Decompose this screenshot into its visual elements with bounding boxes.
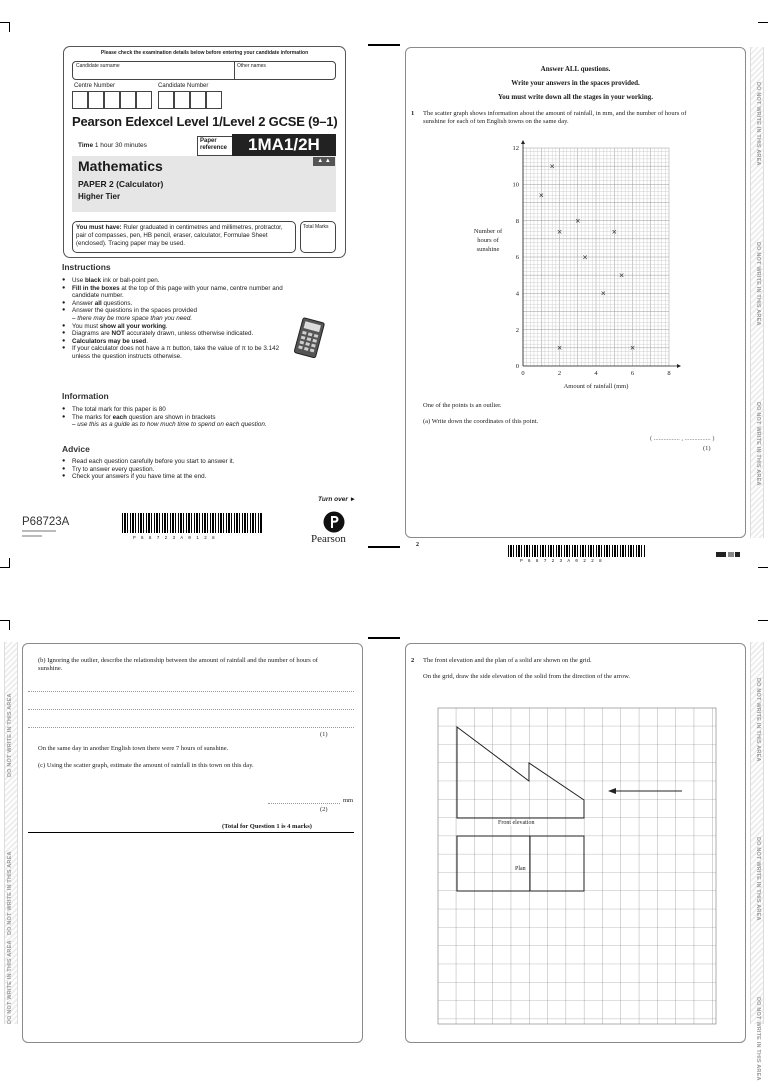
margin-warning: DO NOT WRITE IN THIS AREA <box>755 678 761 762</box>
page-3-frame <box>22 643 363 1043</box>
header-line: You must write down all the stages in your working. <box>497 93 654 101</box>
instruction-item: ● Fill in the boxes at the top of this page with your name, centre number and candidate number. <box>62 285 294 300</box>
instruction-sub: – there may be more space than you need. <box>72 314 193 322</box>
check-note: Please check the examination details below before entering your candidate information <box>100 50 309 56</box>
margin-warning: DO NOT WRITE IN THIS AREA <box>7 940 13 1024</box>
advice-item: ● Try to answer every question. <box>62 466 302 474</box>
data-point: × <box>549 162 556 171</box>
mark-a: (1) <box>703 445 711 452</box>
must-have-text: Ruler graduated in centimetres and millimetres, protractor, pair of compasses, pen, HB pencil, eraser, calculator, Formulae Sheet (enclosed). Tracing paper may be used. <box>76 224 283 247</box>
instruction-item: ● Use black ink or ball-point pen. <box>62 277 294 285</box>
scatter-graph <box>505 140 690 390</box>
cover-barcode <box>122 513 262 533</box>
margin-warning: DO NOT WRITE IN THIS AREA <box>755 997 761 1081</box>
advice-item: ● Read each question carefully before you start to answer it. <box>62 458 302 466</box>
x-tick-label: 6 <box>630 370 635 377</box>
data-point: × <box>629 344 636 353</box>
unit-label: mm <box>343 797 354 804</box>
question-text: The scatter graph shows information about the amount of rainfall, in mm, and the number of hours of sunshine for each of ten English towns on the same day. <box>423 110 687 125</box>
advice-title: Advice <box>62 444 90 454</box>
y-tick-label: 10 <box>512 181 519 189</box>
question-number: 2 <box>411 657 415 664</box>
gutter-rule <box>368 637 400 639</box>
plan-label: Plan <box>515 866 526 872</box>
mark-c: (2) <box>320 806 328 813</box>
data-point: × <box>574 217 581 226</box>
paper-reference: 1MA1/2H <box>232 134 336 156</box>
data-point: × <box>611 227 618 236</box>
instruction-item: ● You must show all your working. <box>62 323 294 331</box>
y-tick-label: 4 <box>515 290 519 298</box>
page-2-barcode-digits: P68723A0228 <box>520 559 607 564</box>
total-marks-box <box>300 221 336 253</box>
centre-digit-box[interactable] <box>136 91 152 109</box>
x-axis-label: Amount of rainfall (mm) <box>563 383 629 390</box>
instruction-text: Answer the questions in the spaces provided <box>72 307 197 315</box>
answer-brackets[interactable]: ( ................ , ................ ) <box>650 435 715 442</box>
crop-mark <box>9 558 10 568</box>
candidate-surname-label: Candidate surname <box>76 63 120 69</box>
qualification-title: Pearson Edexcel Level 1/Level 2 GCSE (9–1) <box>72 114 338 129</box>
time-value: 1 hour 30 minutes <box>94 142 147 149</box>
answer-line[interactable] <box>268 803 340 804</box>
calculator-icon <box>292 318 328 360</box>
data-point: × <box>538 191 545 200</box>
y-tick-label: 8 <box>515 217 519 225</box>
y-tick-label: 2 <box>515 326 519 334</box>
candidate-digit-box[interactable] <box>206 91 222 109</box>
candidate-digit-box[interactable] <box>190 91 206 109</box>
time-line <box>78 142 147 149</box>
centre-digit-box[interactable] <box>88 91 104 109</box>
question-total: (Total for Question 1 is 4 marks) <box>222 823 312 830</box>
subject-title: Mathematics <box>78 158 163 174</box>
must-have-box <box>72 221 296 253</box>
instruction-item: ● If your calculator does not have a π button, take the value of π to be 3.142 unless the question instructs otherwise. <box>62 345 294 360</box>
x-tick-label: 4 <box>594 370 598 377</box>
margin-warning: DO NOT WRITE IN THIS AREA <box>755 82 761 166</box>
tier-title: Higher Tier <box>78 192 121 201</box>
margin-warning: DO NOT WRITE IN THIS AREA <box>7 851 13 935</box>
instructions-title: Instructions <box>62 262 111 272</box>
data-point: × <box>556 227 563 236</box>
advice-list <box>62 458 302 481</box>
instruction-item: ● Calculators may be used. <box>62 338 294 346</box>
instructions-list <box>62 277 294 361</box>
data-point: × <box>582 253 588 262</box>
crop-mark <box>758 620 768 621</box>
information-item: ● The marks for each question are shown in brackets – use this as a guide as to how much time to spend on each question. <box>62 414 302 429</box>
pearson-logo-icon <box>323 511 345 533</box>
data-point: × <box>556 344 563 353</box>
centre-digit-box[interactable] <box>120 91 136 109</box>
crop-mark <box>9 620 10 630</box>
crop-mark <box>9 22 10 32</box>
data-point: × <box>600 289 607 298</box>
front-elevation-label: Front elevation <box>498 820 535 826</box>
paper-code: P68723A <box>22 516 70 528</box>
instruction-item: ● Diagrams are NOT accurately drawn, unless otherwise indicated. <box>62 330 294 338</box>
answer-line[interactable] <box>28 727 354 728</box>
margin-warning: DO NOT WRITE IN THIS AREA <box>7 693 13 777</box>
total-marks-label: Total Marks <box>303 224 329 230</box>
exam-header <box>405 62 746 104</box>
y-tick-label: 6 <box>515 254 519 262</box>
information-title: Information <box>62 391 109 401</box>
outlier-text: One of the points is an outlier. <box>423 402 502 409</box>
information-list <box>62 406 302 429</box>
data-point: × <box>618 271 625 280</box>
candidate-digit-box[interactable] <box>174 91 190 109</box>
crop-mark <box>758 567 768 568</box>
part-b-text: (b) Ignoring the outlier, describe the relationship between the amount of rainfall and the number of hours of sunshine. <box>38 657 318 672</box>
y-axis-arrow <box>521 140 525 144</box>
total-rule <box>28 832 354 833</box>
gutter-rule <box>368 546 400 548</box>
paper-title: PAPER 2 (Calculator) <box>78 179 164 189</box>
q2-instruction: On the grid, draw the side elevation of the solid from the direction of the arrow. <box>423 673 630 680</box>
copyright-note <box>22 535 42 537</box>
y-tick-label: 0 <box>515 363 519 371</box>
y-axis-label: Number of hours of sunshine <box>473 228 503 253</box>
information-item: ● The total mark for this paper is 80 <box>62 406 302 414</box>
page-2-barcode <box>508 545 646 557</box>
answer-line[interactable] <box>28 691 354 692</box>
gutter-rule <box>368 44 400 46</box>
q2-text: The front elevation and the plan of a solid are shown on the grid. <box>423 657 592 664</box>
margin-warning: DO NOT WRITE IN THIS AREA <box>755 837 761 921</box>
paper-reference-label: Paper reference <box>197 136 233 156</box>
x-axis-arrow <box>677 364 681 368</box>
margin-warning: DO NOT WRITE IN THIS AREA <box>755 242 761 326</box>
cover-barcode-digits: P68723A0128 <box>133 536 220 541</box>
answer-line[interactable] <box>28 709 354 710</box>
header-line: Write your answers in the spaces provided. <box>511 79 640 87</box>
centre-digit-box[interactable] <box>104 91 120 109</box>
x-tick-label: 8 <box>667 370 671 377</box>
instruction-item: ● Answer all questions. <box>62 300 294 308</box>
grid-area[interactable] <box>438 708 716 1024</box>
centre-number-label: Centre Number <box>74 83 116 89</box>
margin-warning: DO NOT WRITE IN THIS AREA <box>755 402 761 486</box>
part-a-text: (a) Write down the coordinates of this point. <box>423 418 539 425</box>
x-tick-label: 2 <box>557 370 562 377</box>
header-line: Answer ALL questions. <box>540 65 611 73</box>
must-have-label: You must have: <box>76 224 122 231</box>
context-text: On the same day in another English town there were 7 hours of sunshine. <box>38 745 229 752</box>
y-tick-label: 12 <box>512 145 519 153</box>
time-label: Time <box>78 142 94 149</box>
publisher-name: Pearson <box>311 533 346 545</box>
elevation-grid[interactable] <box>438 708 716 1024</box>
x-tick-label: 0 <box>521 370 525 377</box>
crop-mark <box>758 22 768 23</box>
centre-digit-box[interactable] <box>72 91 88 109</box>
instruction-item <box>62 307 294 322</box>
part-c-text: (c) Using the scatter graph, estimate the amount of rainfall in this town on this day. <box>38 762 254 769</box>
information-sub: – use this as a guide as to how much time to spend on each question. <box>72 421 267 429</box>
other-names-label: Other names <box>237 63 266 69</box>
page-marker <box>716 552 740 557</box>
candidate-number-label: Candidate Number <box>158 83 209 89</box>
turn-over: Turn over ► <box>318 496 357 503</box>
advice-item: ● Check your answers if you have time at the end. <box>62 473 302 481</box>
mark-b: (1) <box>320 731 328 738</box>
copyright-note <box>22 530 56 532</box>
page-number: 2 <box>416 542 419 548</box>
candidate-digit-box[interactable] <box>158 91 174 109</box>
question-number: 1 <box>411 110 415 117</box>
tier-arrows: ▲ ▲ <box>313 157 335 166</box>
